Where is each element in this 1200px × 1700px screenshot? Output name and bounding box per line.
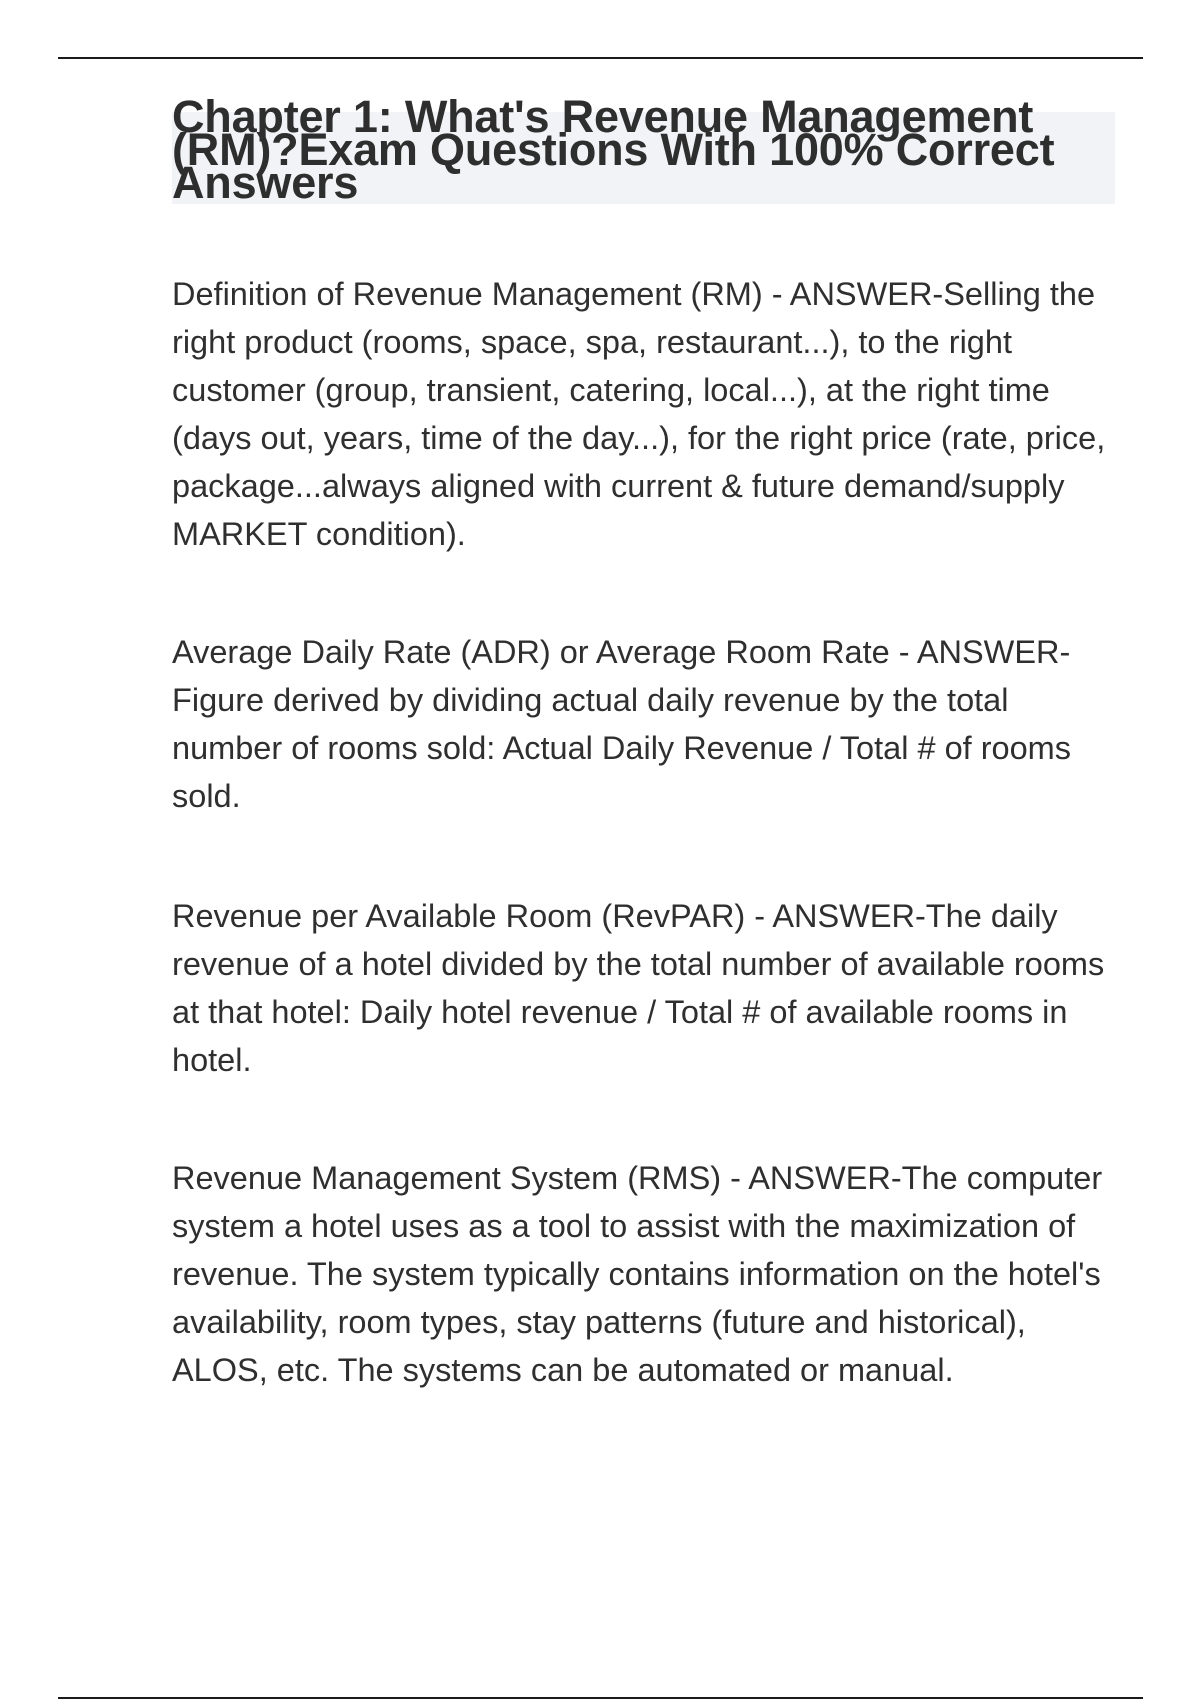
qa-entry-revenue-management: Definition of Revenue Management (RM) - ANSWER-Selling the right product (rooms, space, spa, restaurant...), to the right customer (group, transient, catering, local...), at the right time (days out, years, time of the day...), for the right price (rate, price, package...always aligned with current & future demand/supply MARKET condition).	[172, 276, 1106, 552]
qa-entry-adr: Average Daily Rate (ADR) or Average Room Rate - ANSWER-Figure derived by dividing actual daily revenue by the total number of rooms sold: Actual Daily Revenue / Total # of rooms sold.	[172, 634, 1072, 814]
top-divider	[58, 57, 1143, 59]
qa-entry-revpar: Revenue per Available Room (RevPAR) - ANSWER-The daily revenue of a hotel divided by the total number of available rooms at that hotel: Daily hotel revenue / Total # of available rooms in hotel.	[172, 898, 1105, 1078]
qa-entry-rms: Revenue Management System (RMS) - ANSWER-The computer system a hotel uses as a tool to assist with the maximization of revenue. The system typically contains information on the hotel's availability, room types, stay patterns (future and historical), ALOS, etc. The systems can be automated or manual.	[172, 1160, 1103, 1388]
page-title: Chapter 1: What's Revenue Management (RM)?Exam Questions With 100% Correct Answers	[172, 91, 1055, 208]
bottom-divider	[58, 1697, 1143, 1699]
